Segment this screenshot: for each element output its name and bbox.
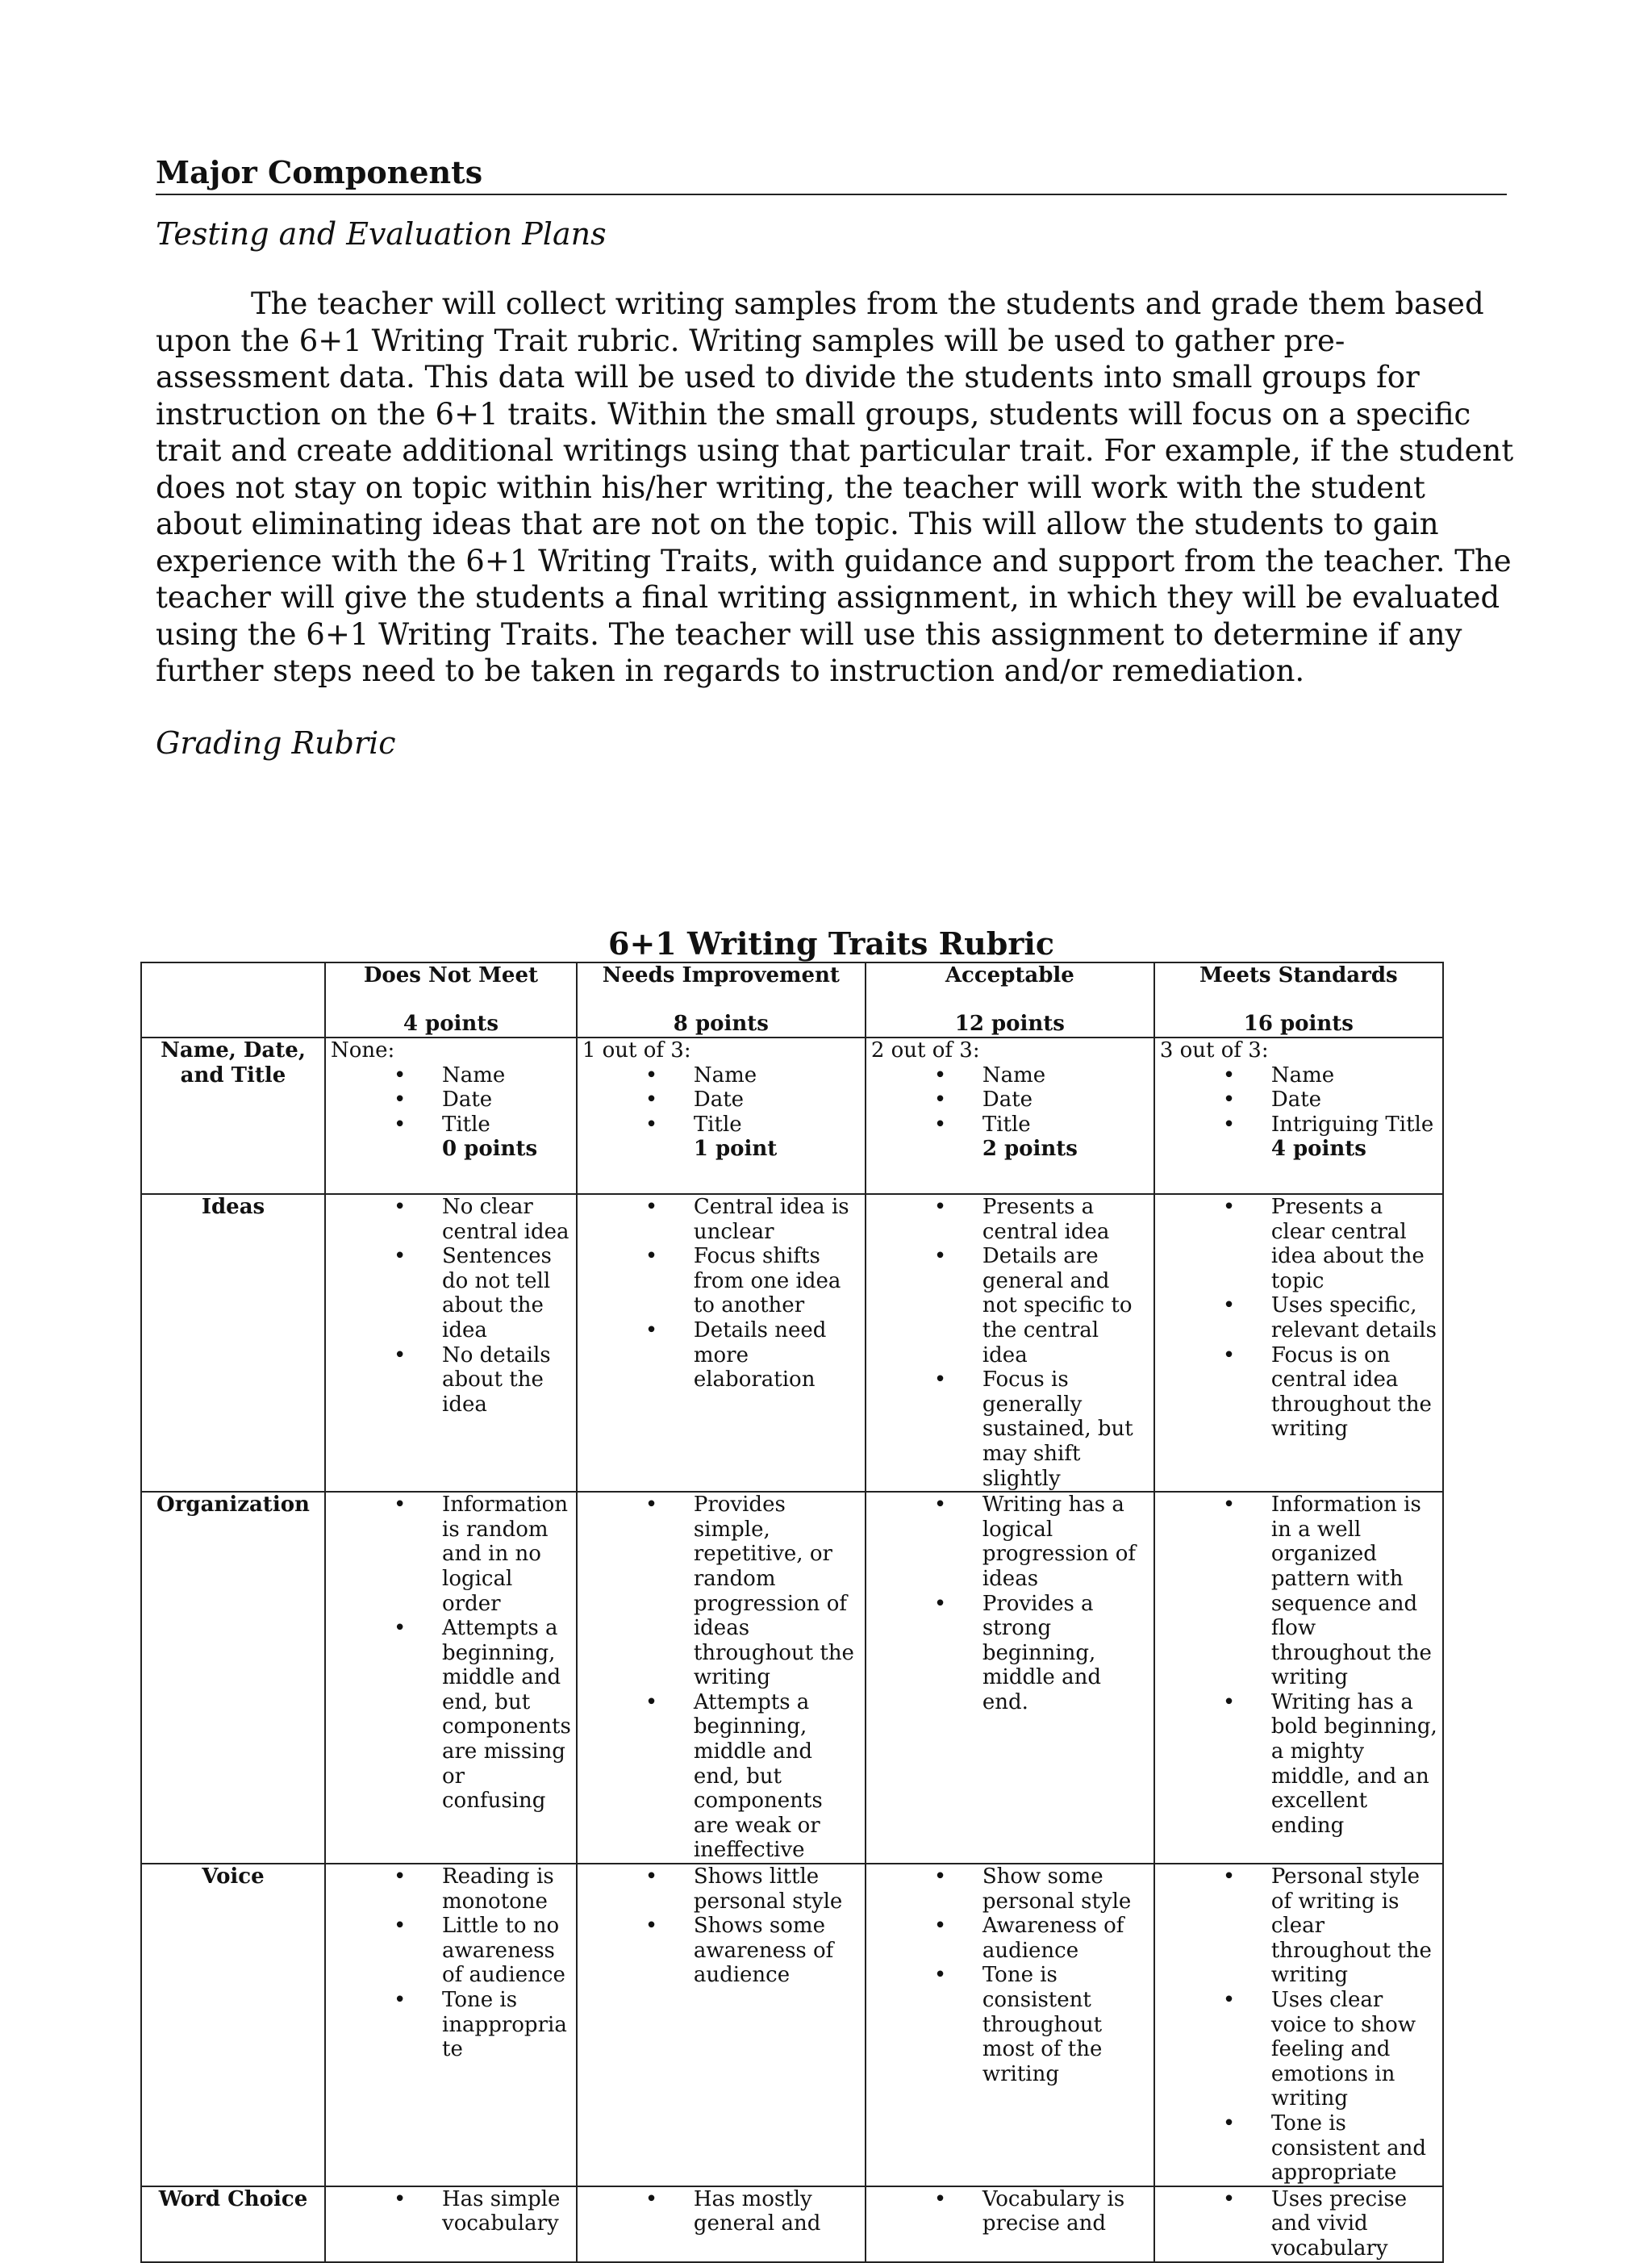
rubric-header-row — [141, 962, 1443, 1038]
bullet-item: • Details are general and not specific to the central idea — [871, 1244, 1149, 1367]
bullet-item: • Title — [582, 1113, 860, 1138]
level-header — [325, 962, 577, 1038]
level-points: 4 points — [403, 1012, 499, 1036]
document-page — [156, 153, 1514, 2261]
rubric-cell — [866, 1038, 1154, 1194]
bullet-item: • Has mostly general and — [582, 2187, 860, 2236]
rubric-corner-cell — [141, 962, 325, 1038]
rubric-title: 6+1 Writing Traits Rubric — [608, 925, 1054, 962]
bullet-item: • Tone is inappropria te — [331, 1988, 571, 2062]
bullet-item: • Uses precise and vivid vocabulary — [1160, 2187, 1437, 2261]
rubric-row — [141, 1194, 1443, 1492]
bullet-item: • Name — [1160, 1063, 1437, 1088]
bullet-item: • Title — [871, 1113, 1149, 1138]
bullet-item: • Writing has a logical progression of ideas — [871, 1493, 1149, 1591]
bullet-item: • Tone is consistent and appropriate — [1160, 2111, 1437, 2186]
trait-name: Word Choice — [141, 2186, 325, 2262]
bullet-item: • Name — [582, 1063, 860, 1088]
rubric-row — [141, 1492, 1443, 1864]
rubric-cell — [325, 1194, 577, 1492]
bullet-item: • No details about the idea — [331, 1343, 571, 1418]
rubric-cell — [1154, 1492, 1443, 1864]
level-points: 8 points — [673, 1012, 769, 1036]
bullet-item: • Shows some awareness of audience — [582, 1914, 860, 1988]
bullet-item: • Writing has a bold beginning, a mighty middle, and an excellent ending — [1160, 1690, 1437, 1839]
bullet-item: • Little to no awareness of audience — [331, 1914, 571, 1988]
level-label: Does Not Meet — [363, 963, 538, 987]
grading-rubric-subheading: Grading Rubric — [156, 724, 396, 761]
bullet-item: • Intriguing Title — [1160, 1113, 1437, 1138]
bullet-item: • Central idea is unclear — [582, 1195, 860, 1244]
bullet-item: • Personal style of writing is clear throughout the writing — [1160, 1864, 1437, 1988]
testing-evaluation-paragraph: The teacher will collect writing samples from the students and grade them based upon the 6+1 Writing Trait rubric. Writing samples will be used to gather pre-assessment data. This data will be used to divide the students into small groups for instruction on the 6+1 traits. Within the small groups, students will focus on a specific trait and create additional writings using that particular trait. For example, if the student does not stay on topic within his/her writing, the teacher will work with the student about eliminating ideas that are not on the topic. This will allow the students to gain experience with the 6+1 Writing Traits, with guidance and support from the teacher. The teacher will give the students a final writing assignment, in which they will be evaluated using the 6+1 Writing Traits. The teacher will use this assignment to determine if any further steps need to be taken in regards to instruction and/or remediation. — [156, 286, 1514, 688]
rubric-cell — [866, 1492, 1154, 1864]
bullet-item: • Sentences do not tell about the idea — [331, 1244, 571, 1342]
bullet-item: • Presents a central idea — [871, 1195, 1149, 1244]
bullet-item: • Focus is on central idea throughout the writing — [1160, 1343, 1437, 1442]
rubric-cell — [577, 2186, 866, 2262]
level-label: Needs Improvement — [602, 963, 840, 987]
bullet-item: • Uses specific, relevant details — [1160, 1293, 1437, 1342]
rubric-cell — [1154, 1038, 1443, 1194]
rubric-row — [141, 1038, 1443, 1194]
bullet-item: • Name — [331, 1063, 571, 1088]
rubric-cell — [577, 1038, 866, 1194]
bullet-item: • Tone is consistent throughout most of the writing — [871, 1963, 1149, 2086]
bullet-item: • Title — [331, 1113, 571, 1138]
cell-points: 1 point — [693, 1137, 778, 1162]
major-components-heading: Major Components — [156, 153, 1507, 195]
bullet-item: • No clear central idea — [331, 1195, 571, 1244]
rubric-cell — [325, 2186, 577, 2262]
level-header — [577, 962, 866, 1038]
bullet-item: • Vocabulary is precise and — [871, 2187, 1149, 2236]
rubric-cell — [577, 1492, 866, 1864]
level-points: 16 points — [1243, 1012, 1354, 1036]
cell-points: 2 points — [982, 1137, 1078, 1162]
bullet-item: • Focus shifts from one idea to another — [582, 1244, 860, 1318]
rubric-cell — [1154, 2186, 1443, 2262]
bullet-item: • Information is random and in no logical order — [331, 1493, 571, 1616]
bullet-item: • Focus is generally sustained, but may shift slightly — [871, 1367, 1149, 1491]
bullet-item: • Date — [582, 1088, 860, 1113]
bullet-item: • Information is in a well organized pattern with sequence and flow throughout the writing — [1160, 1493, 1437, 1690]
bullet-item: • Name — [871, 1063, 1149, 1088]
bullet-item: • Uses clear voice to show feeling and emotions in writing — [1160, 1988, 1437, 2111]
bullet-item: • Awareness of audience — [871, 1914, 1149, 1963]
bullet-item: • Reading is monotone — [331, 1864, 571, 1914]
cell-lead: 1 out of 3: — [582, 1038, 691, 1063]
cell-lead: None: — [331, 1038, 395, 1063]
rubric-cell — [866, 1194, 1154, 1492]
bullet-item: • Date — [331, 1088, 571, 1113]
trait-name: Organization — [141, 1492, 325, 1864]
cell-points: 0 points — [442, 1137, 538, 1162]
cell-lead: 3 out of 3: — [1159, 1038, 1269, 1063]
testing-evaluation-subheading: Testing and Evaluation Plans — [156, 216, 607, 252]
rubric-table — [140, 962, 1444, 2263]
bullet-item: • Shows little personal style — [582, 1864, 860, 1914]
bullet-item: • Date — [871, 1088, 1149, 1113]
bullet-item: • Attempts a beginning, middle and end, but components are weak or ineffective — [582, 1690, 860, 1863]
rubric-cell — [325, 1492, 577, 1864]
bullet-item: • Date — [1160, 1088, 1437, 1113]
bullet-item: • Details need more elaboration — [582, 1318, 860, 1392]
bullet-item: • Provides simple, repetitive, or random progression of ideas throughout the writing — [582, 1493, 860, 1690]
rubric-cell — [325, 1038, 577, 1194]
level-label: Acceptable — [945, 963, 1074, 987]
rubric-row — [141, 2186, 1443, 2262]
rubric-cell — [866, 2186, 1154, 2262]
level-label: Meets Standards — [1199, 963, 1398, 987]
bullet-item: • Show some personal style — [871, 1864, 1149, 1914]
level-header — [866, 962, 1154, 1038]
cell-lead: 2 out of 3: — [870, 1038, 980, 1063]
bullet-item: • Provides a strong beginning, middle and end. — [871, 1592, 1149, 1715]
trait-name: Voice — [141, 1864, 325, 2186]
bullet-item: • Attempts a beginning, middle and end, but components are missing or confusing — [331, 1616, 571, 1814]
rubric-cell — [1154, 1194, 1443, 1492]
level-header — [1154, 962, 1443, 1038]
trait-name: Ideas — [141, 1194, 325, 1492]
cell-points: 4 points — [1270, 1137, 1366, 1162]
trait-name: Name, Date, and Title — [141, 1038, 325, 1194]
rubric-cell — [577, 1194, 866, 1492]
level-points: 12 points — [954, 1012, 1065, 1036]
bullet-item: • Has simple vocabulary — [331, 2187, 571, 2236]
bullet-item: • Presents a clear central idea about the topic — [1160, 1195, 1437, 1293]
